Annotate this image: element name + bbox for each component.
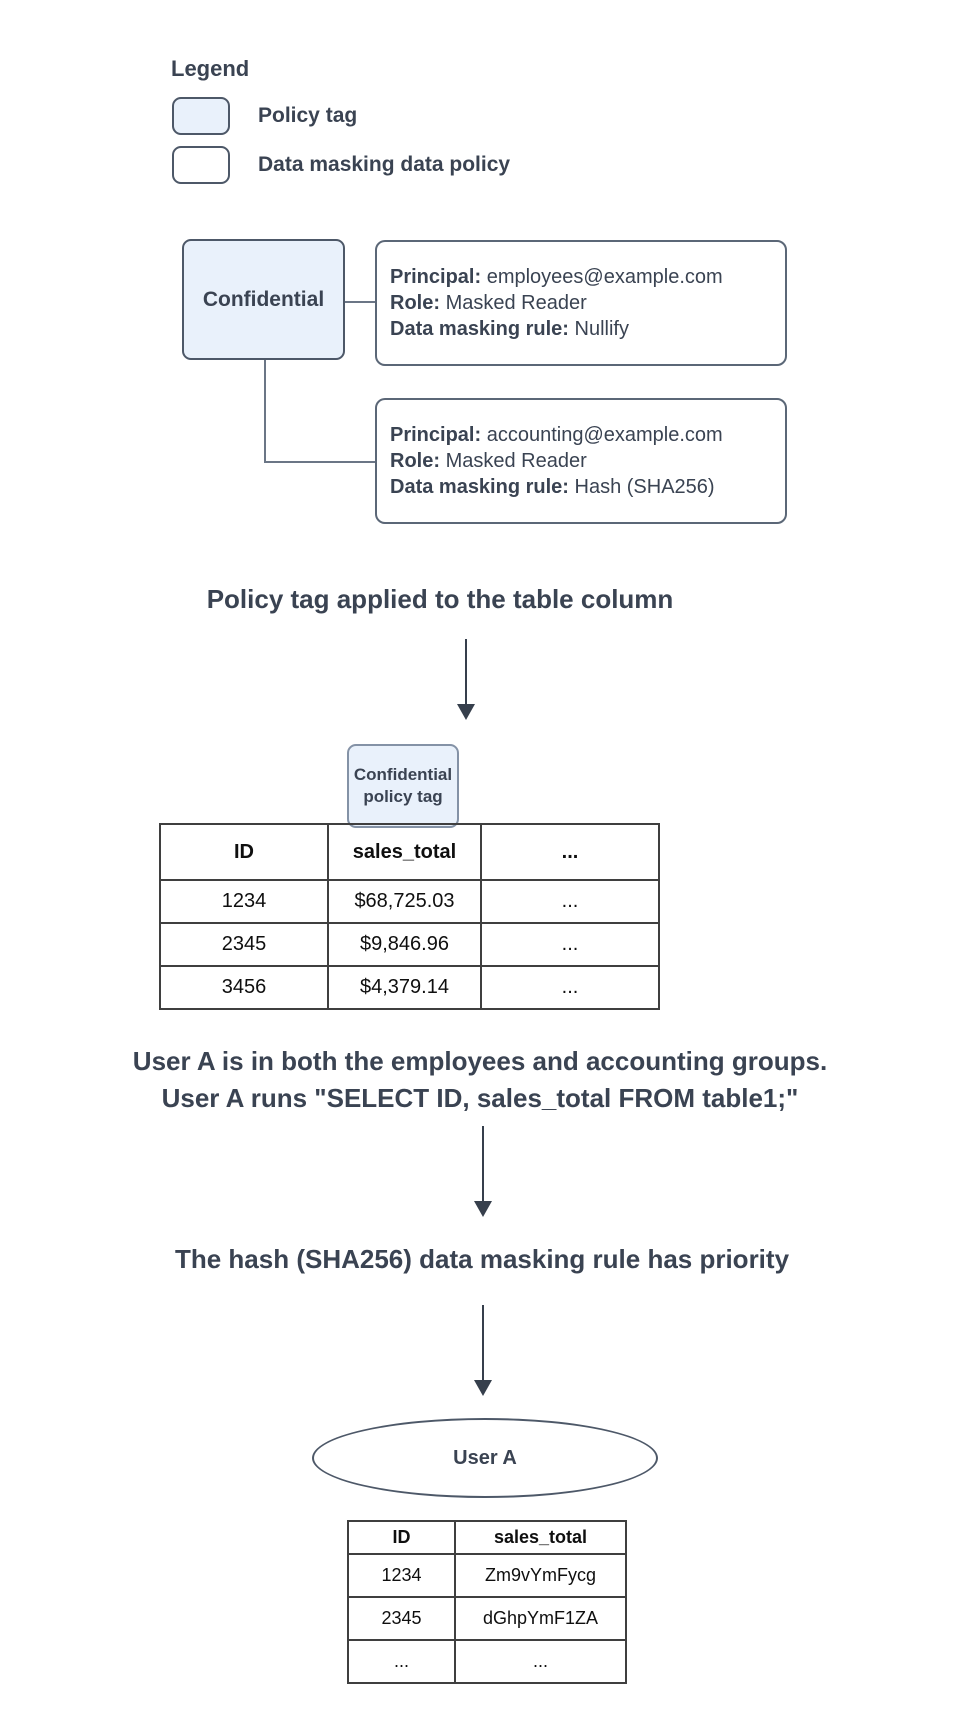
- step2-caption-line2: User A runs "SELECT ID, sales_total FROM table1;": [161, 1083, 799, 1113]
- masking-policy-box-employees: [375, 240, 787, 366]
- source-header-sales-total: sales_total: [328, 824, 481, 880]
- down-arrow-1-head-icon: [457, 704, 475, 720]
- table-row: [348, 1597, 626, 1640]
- policy1-rule-line: [390, 316, 785, 342]
- policy2-role-line: [390, 448, 785, 474]
- column-policy-tag-badge: [347, 744, 459, 828]
- down-arrow-2-line: [482, 1126, 484, 1202]
- policy2-rule-value: Hash (SHA256): [574, 476, 715, 498]
- table-cell: 1234: [160, 880, 328, 923]
- step3-caption: The hash (SHA256) data masking rule has priority: [174, 1244, 790, 1274]
- table-cell: 2345: [348, 1597, 455, 1640]
- policy2-principal-value: accounting@example.com: [486, 424, 723, 446]
- policy1-principal-line: [390, 264, 785, 290]
- user-a-label: User A: [453, 1446, 517, 1469]
- source-header-id: ID: [160, 824, 328, 880]
- table-cell: ...: [455, 1640, 626, 1683]
- policy1-role-label: Role:: [390, 292, 440, 314]
- table-cell: 1234: [348, 1554, 455, 1597]
- table-cell: dGhpYmF1ZA: [455, 1597, 626, 1640]
- table-cell: $68,725.03: [328, 880, 481, 923]
- policy1-role-value: Masked Reader: [445, 292, 587, 314]
- connector-confidential-to-policy2: [264, 461, 375, 463]
- table-cell: $9,846.96: [328, 923, 481, 966]
- connector-confidential-down: [264, 360, 266, 461]
- masked-header-id: ID: [348, 1521, 455, 1554]
- policy2-rule-label: Data masking rule:: [390, 476, 569, 498]
- policy1-principal-label: Principal:: [390, 266, 482, 288]
- confidential-node-label: Confidential: [202, 287, 325, 311]
- table-cell: ...: [348, 1640, 455, 1683]
- table-cell: Zm9vYmFycg: [455, 1554, 626, 1597]
- down-arrow-3-line: [482, 1305, 484, 1380]
- table-row: [348, 1640, 626, 1683]
- table-cell: ...: [481, 923, 659, 966]
- masking-policy-box-accounting: [375, 398, 787, 524]
- source-table-header-row: [160, 824, 659, 880]
- policy1-rule-label: Data masking rule:: [390, 318, 569, 340]
- down-arrow-1-line: [465, 639, 467, 705]
- policy1-role-line: [390, 290, 785, 316]
- connector-confidential-to-policy1: [345, 301, 375, 303]
- table-row: [160, 966, 659, 1009]
- policy2-rule-line: [390, 474, 785, 500]
- legend-item-data-policy-label: Data masking data policy: [258, 153, 511, 176]
- data-masking-policy-swatch: [172, 146, 230, 184]
- confidential-policy-tag-node: [182, 239, 345, 360]
- table-row: [160, 923, 659, 966]
- policy1-principal-value: employees@example.com: [486, 266, 723, 288]
- table-cell: 3456: [160, 966, 328, 1009]
- step2-caption: [0, 1043, 960, 1117]
- masked-table-header-row: [348, 1521, 626, 1554]
- policy2-principal-label: Principal:: [390, 424, 482, 446]
- down-arrow-2-head-icon: [474, 1201, 492, 1217]
- legend-title: Legend: [171, 56, 250, 81]
- legend-item-policy-tag-label: Policy tag: [258, 104, 358, 127]
- policy2-principal-line: [390, 422, 785, 448]
- table-row: [160, 880, 659, 923]
- table-cell: ...: [481, 880, 659, 923]
- table-cell: $4,379.14: [328, 966, 481, 1009]
- source-table: [159, 823, 660, 1010]
- step1-caption: Policy tag applied to the table column: [206, 584, 674, 614]
- table-cell: ...: [481, 966, 659, 1009]
- table-cell: 2345: [160, 923, 328, 966]
- policy1-rule-value: Nullify: [574, 318, 629, 340]
- policy2-role-label: Role:: [390, 450, 440, 472]
- down-arrow-3-head-icon: [474, 1380, 492, 1396]
- table-row: [348, 1554, 626, 1597]
- user-a-node: [312, 1418, 658, 1498]
- policy-tag-swatch: [172, 97, 230, 135]
- step2-caption-line1: User A is in both the employees and accounting groups.: [132, 1046, 828, 1076]
- policy2-role-value: Masked Reader: [445, 450, 587, 472]
- source-header-more: ...: [481, 824, 659, 880]
- column-tag-line2: policy tag: [363, 787, 443, 806]
- masked-header-sales-total: sales_total: [455, 1521, 626, 1554]
- masked-result-table: [347, 1520, 627, 1684]
- column-tag-line1: Confidential: [353, 765, 453, 784]
